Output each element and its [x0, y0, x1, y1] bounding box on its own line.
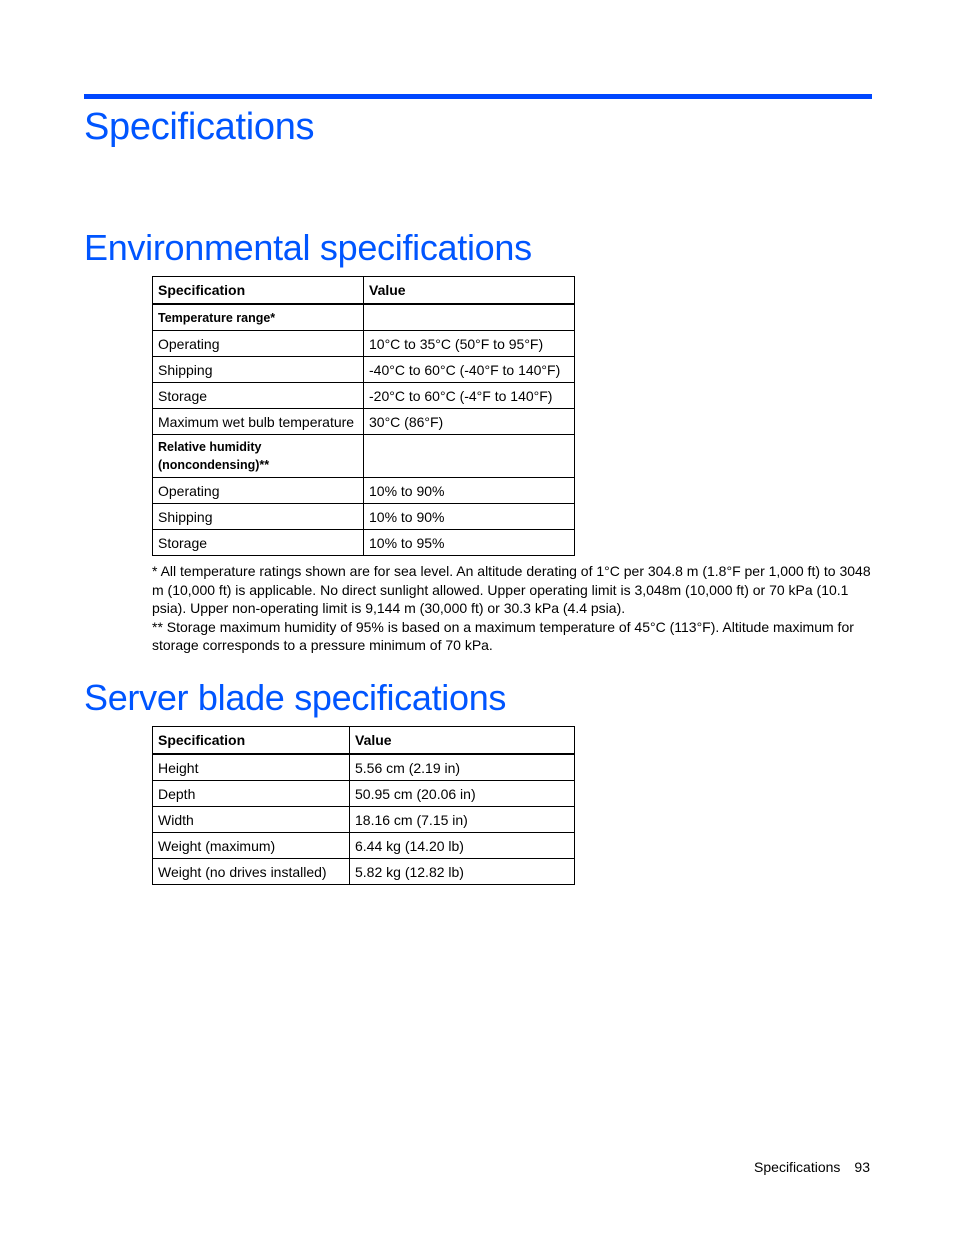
table-row	[153, 530, 575, 556]
column-header-specification: Specification	[153, 277, 364, 305]
table-cell-value: 10% to 90%	[364, 478, 575, 504]
server-blade-specifications-heading: Server blade specifications	[84, 677, 507, 718]
table-cell-spec: Width	[153, 807, 350, 833]
page-number: 93	[854, 1159, 870, 1175]
table-cell-value: -20°C to 60°C (-4°F to 140°F)	[364, 383, 575, 409]
footnote-temperature: * All temperature ratings shown are for sea level. An altitude derating of 1°C per 304.8 m (1.8°F per 1,000 ft) to 3048 m (10,000 ft) is applicable. No direct sunlight allowed. Upper operating limit is 3,048m (10,000 ft) or 70 kPa (10.1 psia). Upper non-operating limit is 9,144 m (30,000 ft) or 30.3 kPa (4.4 psia).	[152, 563, 871, 617]
column-header-value: Value	[350, 727, 575, 755]
table-cell-value: 30°C (86°F)	[364, 409, 575, 435]
environmental-footnotes	[152, 562, 872, 655]
table-cell-value: 50.95 cm (20.06 in)	[350, 781, 575, 807]
table-cell-value: 6.44 kg (14.20 lb)	[350, 833, 575, 859]
table-header-row	[153, 277, 575, 305]
table-row	[153, 409, 575, 435]
table-row	[153, 859, 575, 885]
table-cell-spec: Maximum wet bulb temperature	[153, 409, 364, 435]
footnote-humidity: ** Storage maximum humidity of 95% is based on a maximum temperature of 45°C (113°F). Altitude maximum for storage corresponds to a pressure minimum of 70 kPa.	[152, 618, 854, 654]
table-cell-spec: Operating	[153, 478, 364, 504]
table-cell-value: 5.82 kg (12.82 lb)	[350, 859, 575, 885]
environmental-specifications-heading: Environmental specifications	[84, 227, 532, 268]
table-cell-spec: Depth	[153, 781, 350, 807]
group-label-relative-humidity: Relative humidity (noncondensing)**	[153, 435, 364, 478]
column-header-specification: Specification	[153, 727, 350, 755]
table-cell-spec: Weight (maximum)	[153, 833, 350, 859]
page-footer	[754, 1158, 870, 1176]
environmental-specifications-table	[152, 276, 575, 556]
footer-section-name: Specifications	[754, 1159, 841, 1175]
table-cell-value: 18.16 cm (7.15 in)	[350, 807, 575, 833]
table-cell-value: 5.56 cm (2.19 in)	[350, 754, 575, 781]
table-row	[153, 435, 575, 478]
table-row	[153, 478, 575, 504]
table-row	[153, 504, 575, 530]
chapter-top-rule	[84, 94, 872, 99]
table-row	[153, 383, 575, 409]
group-label-temperature-range: Temperature range*	[153, 304, 364, 331]
table-cell-spec: Storage	[153, 530, 364, 556]
table-row	[153, 331, 575, 357]
table-cell-spec: Shipping	[153, 504, 364, 530]
table-row	[153, 754, 575, 781]
table-row	[153, 357, 575, 383]
column-header-value: Value	[364, 277, 575, 305]
table-cell-spec: Shipping	[153, 357, 364, 383]
table-cell-value: 10% to 95%	[364, 530, 575, 556]
table-cell-value: -40°C to 60°C (-40°F to 140°F)	[364, 357, 575, 383]
table-row	[153, 781, 575, 807]
table-cell-spec: Height	[153, 754, 350, 781]
table-row	[153, 807, 575, 833]
server-blade-specifications-table	[152, 726, 575, 885]
table-header-row	[153, 727, 575, 755]
table-cell-value: 10% to 90%	[364, 504, 575, 530]
table-cell-spec: Weight (no drives installed)	[153, 859, 350, 885]
table-cell-value: 10°C to 35°C (50°F to 95°F)	[364, 331, 575, 357]
table-row	[153, 833, 575, 859]
table-cell-value	[364, 304, 575, 331]
table-cell-spec: Storage	[153, 383, 364, 409]
table-cell-spec: Operating	[153, 331, 364, 357]
table-row	[153, 304, 575, 331]
table-cell-value	[364, 435, 575, 478]
chapter-title: Specifications	[84, 106, 315, 148]
